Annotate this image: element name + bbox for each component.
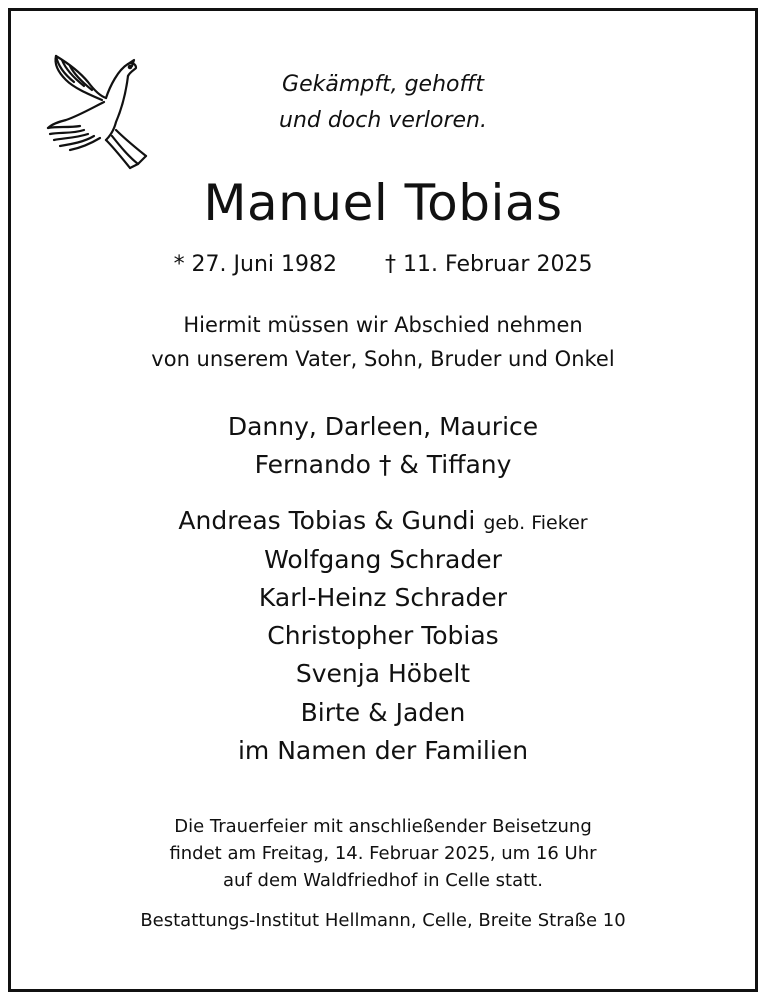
relative-line-1: [0, 508, 766, 533]
funeral-home: Bestattungs-Institut Hellmann, Celle, Breite Straße 10: [140, 910, 626, 931]
relative-line-2: Wolfgang Schrader: [264, 545, 502, 574]
life-dates: [0, 254, 766, 276]
relative-line-3: Karl-Heinz Schrader: [258, 583, 508, 612]
intro-line-2: von unserem Vater, Sohn, Bruder und Onkel: [151, 347, 615, 371]
relative-line-7: im Namen der Familien: [237, 736, 529, 765]
deceased-name: Manuel Tobias: [203, 174, 563, 232]
children-line-1: Danny, Darleen, Maurice: [227, 412, 539, 441]
relative-line-5: Svenja Höbelt: [295, 659, 471, 688]
relative-main: Andreas Tobias & Gundi: [178, 506, 476, 535]
relative-line-4: Christopher Tobias: [267, 621, 499, 650]
birth-date: * 27. Juni 1982: [173, 252, 338, 277]
death-date: † 11. Februar 2025: [385, 252, 593, 277]
motto-line-1: Gekämpft, gehofft: [282, 72, 484, 97]
ceremony-line-3: auf dem Waldfriedhof in Celle statt.: [223, 870, 543, 891]
children-line-2: Fernando † & Tiffany: [254, 450, 512, 479]
ceremony-line-2: findet am Freitag, 14. Februar 2025, um 16 Uhr: [169, 843, 597, 864]
relative-line-6: Birte & Jaden: [300, 698, 466, 727]
motto-line-2: und doch verloren.: [279, 108, 487, 133]
ceremony-line-1: Die Trauerfeier mit anschließender Beisetzung: [174, 816, 592, 837]
intro-line-1: Hiermit müssen wir Abschied nehmen: [183, 313, 583, 337]
maiden-name: geb. Fieker: [483, 512, 588, 534]
